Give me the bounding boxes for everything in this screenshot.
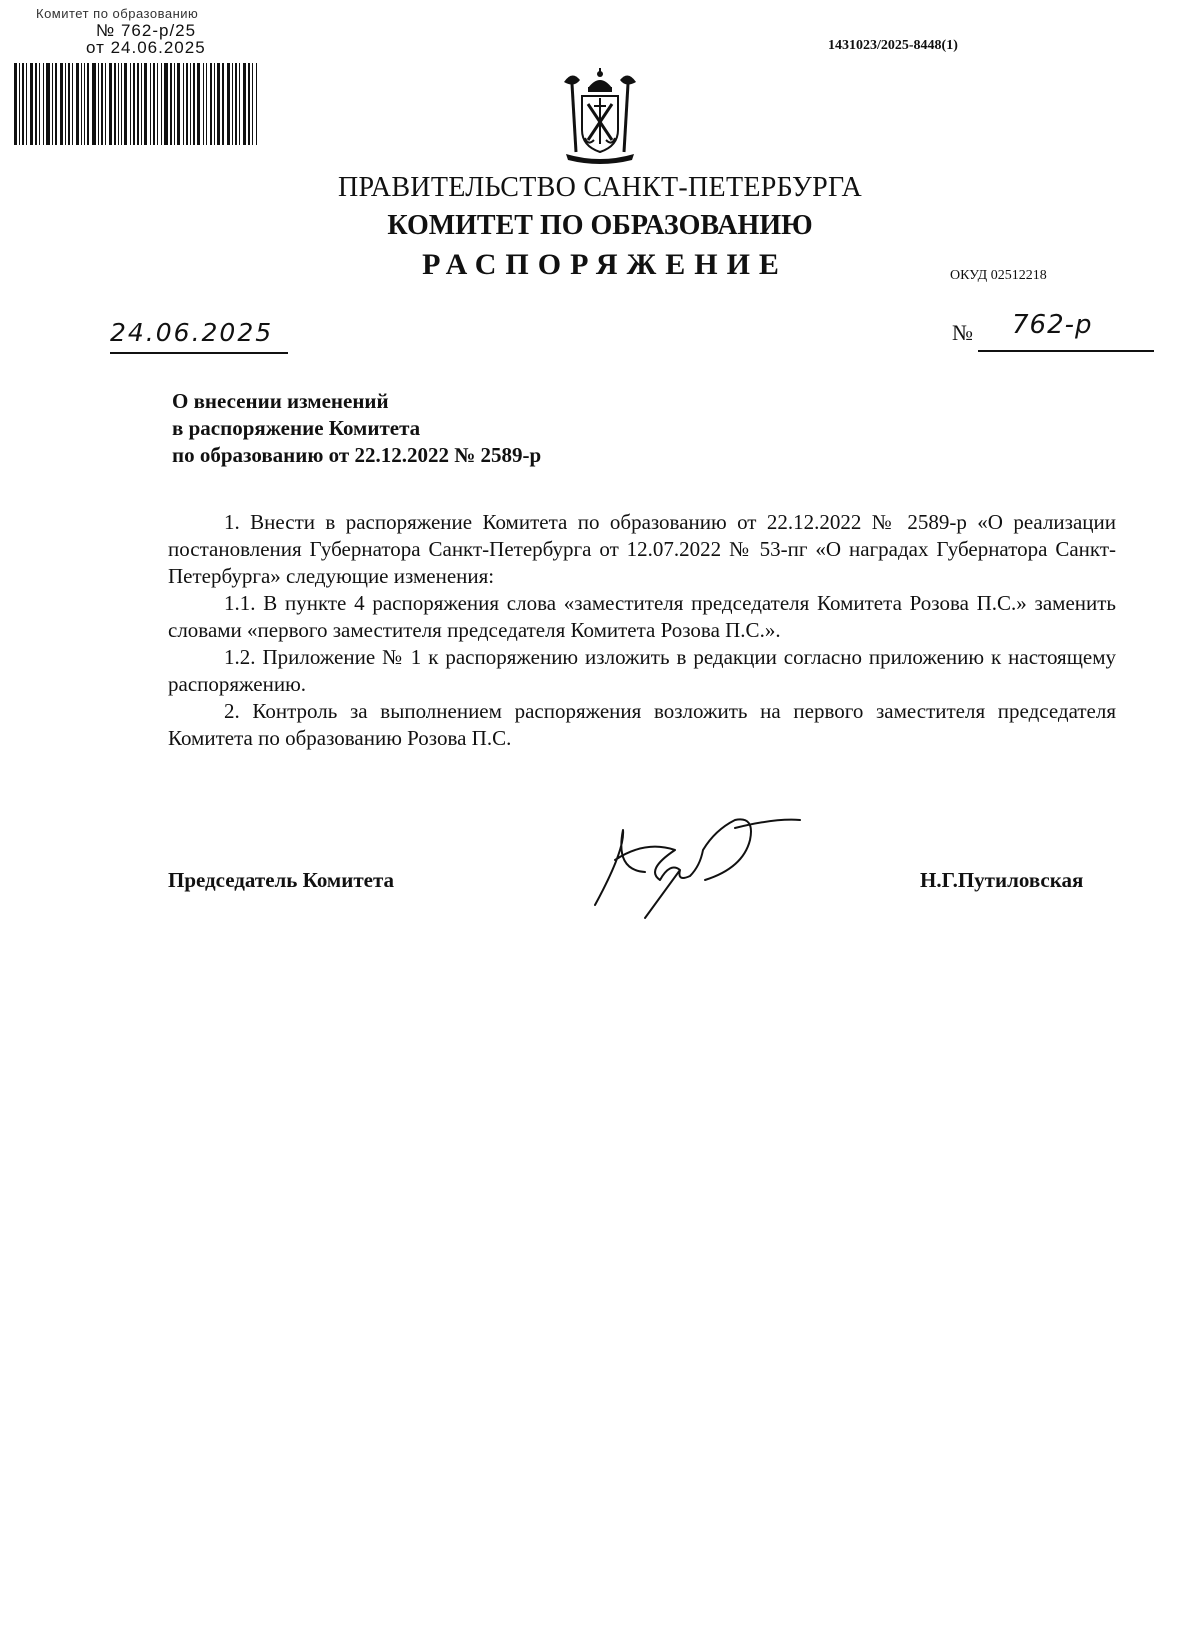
number-field [952,310,1154,360]
document-subject [172,388,712,469]
document-type: РАСПОРЯЖЕНИЕ [422,248,788,281]
registration-stamp-org: Комитет по образованию [36,6,199,21]
spb-coat-of-arms-icon [552,68,648,164]
handwritten-number: 762-р [1012,310,1093,340]
registration-stamp-date: от 24.06.2025 [86,38,206,57]
signatory-name: Н.Г.Путиловская [920,868,1084,892]
date-field [110,318,290,354]
document-id: 1431023/2025-8448(1) [828,38,958,53]
body-paragraph: 1.2. Приложение № 1 к распоряжению изложить в редакции согласно приложению к настоящему распоряжению. [168,645,1116,696]
body-paragraph: 1.1. В пункте 4 распоряжения слова «заместителя председателя Комитета Розова П.С.» заменить словами «первого заместителя председателя Комитета Розова П.С.». [168,591,1116,642]
committee-title: КОМИТЕТ ПО ОБРАЗОВАНИЮ [387,210,813,241]
number-label: № [952,320,973,345]
registration-stamp-number: № 762-р/25 [96,21,197,40]
document-body [168,509,1116,752]
subject-line: О внесении изменений [172,389,389,413]
barcode-icon [14,63,259,145]
subject-line: в распоряжение Комитета [172,416,421,440]
okud-code: ОКУД 02512218 [950,268,1047,283]
subject-line: по образованию от 22.12.2022 № 2589-р [172,443,542,467]
body-paragraph: 1. Внести в распоряжение Комитета по образованию от 22.12.2022 № 2589-р «О реализации постановления Губернатора Санкт-Петербурга от 12.07.2022 № 53-пг «О наградах Губернатора Санкт-Петербурга» следующие изменения: [168,510,1116,588]
number-underline [978,350,1154,352]
date-underline [110,352,288,354]
signatory-title: Председатель Комитета [168,868,395,892]
government-title: ПРАВИТЕЛЬСТВО САНКТ-ПЕТЕРБУРГА [338,172,862,203]
handwritten-signature-icon [585,810,805,920]
handwritten-date: 24.06.2025 [110,318,274,347]
body-paragraph: 2. Контроль за выполнением распоряжения возложить на первого заместителя председателя Комитета по образованию Розова П.С. [168,699,1116,750]
